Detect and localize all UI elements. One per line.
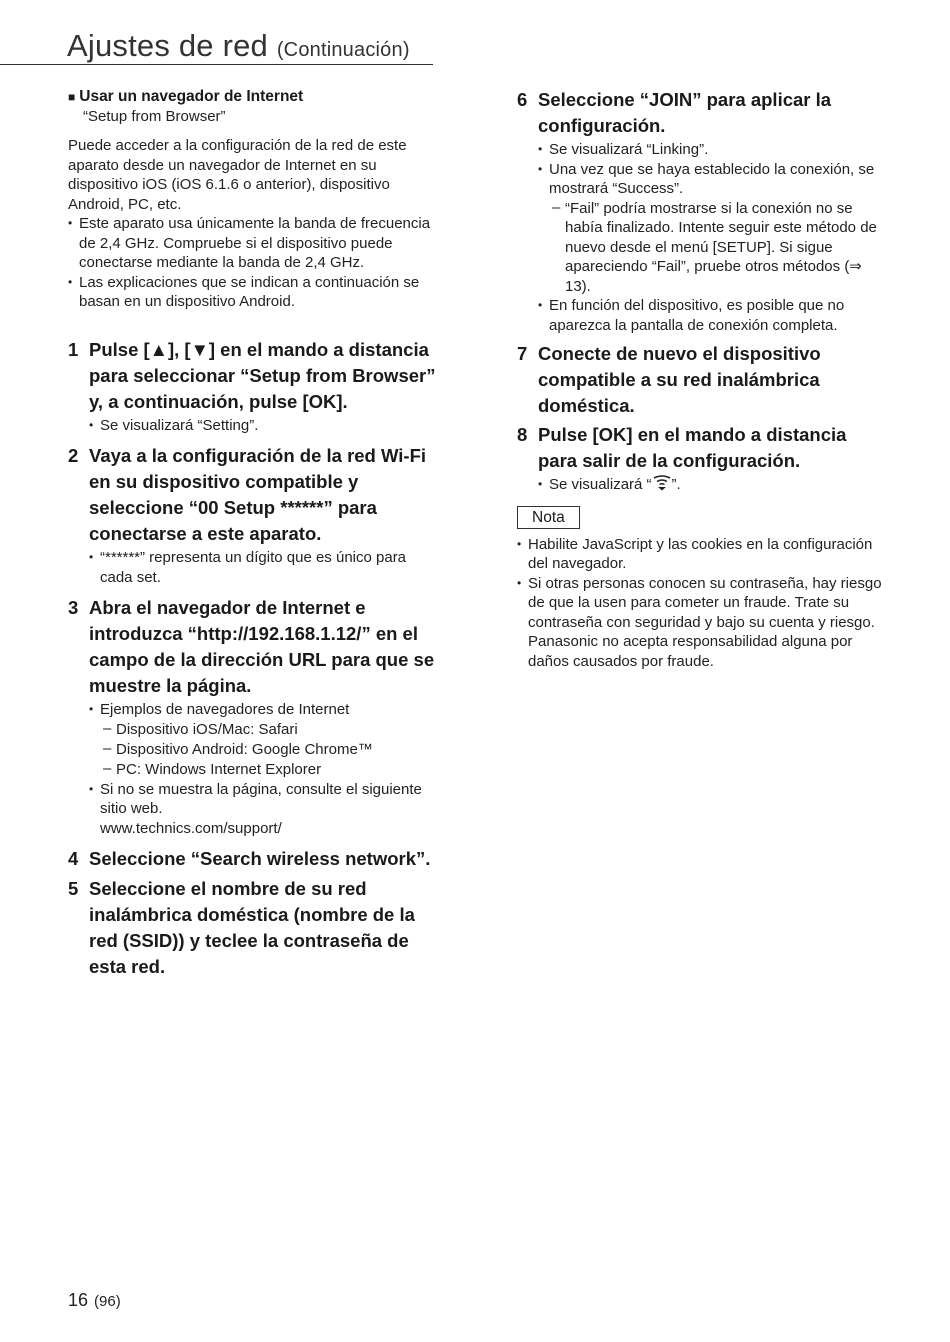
page-number-alt: (96) xyxy=(94,1293,121,1310)
step-note-text: ”. xyxy=(671,476,681,493)
step-number: 2 xyxy=(68,445,79,466)
nota-section xyxy=(517,506,887,672)
step-2 xyxy=(68,443,438,587)
page-header xyxy=(0,22,433,65)
browser-example: – PC: Windows Internet Explorer xyxy=(100,760,438,780)
nota-bullet: • Habilite JavaScript y las cookies en la configuración del navegador. xyxy=(517,535,887,574)
step-8 xyxy=(517,422,887,497)
nota-label: Nota xyxy=(517,506,580,529)
step-4 xyxy=(68,846,438,872)
step-note: • Una vez que se haya establecido la conexión, se mostrará “Success”. xyxy=(538,160,887,199)
step-note-text: Se visualizará “ xyxy=(549,476,652,493)
step-note: • Se visualizará “Linking”. xyxy=(538,140,887,160)
page-title xyxy=(67,28,410,64)
step-number: 7 xyxy=(517,343,528,364)
step-number: 5 xyxy=(68,878,79,899)
step-number: 4 xyxy=(68,848,79,869)
step-3 xyxy=(68,595,438,838)
step-7 xyxy=(517,341,887,419)
left-column xyxy=(68,87,438,980)
step-instruction: Seleccione “Search wireless network”. xyxy=(89,848,431,869)
step-note: • “******” representa un dígito que es único para cada set. xyxy=(89,548,438,587)
step-5 xyxy=(68,876,438,980)
page-number-value: 16 xyxy=(68,1290,89,1310)
step-note xyxy=(538,475,887,497)
step-instruction: Conecte de nuevo el dispositivo compatible a su red inalámbrica doméstica. xyxy=(538,343,821,416)
page-number xyxy=(68,1290,121,1311)
step-instruction: Abra el navegador de Internet e introduzca “http://192.168.1.12/” en el campo de la dirección URL para que se muestre la página. xyxy=(89,597,435,696)
step-note: • Se visualizará “Setting”. xyxy=(89,416,438,436)
wifi-signal-icon xyxy=(652,475,672,497)
step-number: 8 xyxy=(517,424,528,445)
step-1 xyxy=(68,337,438,436)
intro-paragraph: Puede acceder a la configuración de la red de este aparato desde un navegador de Internet en su dispositivo iOS (iOS 6.1.6 o anterior), dispositivo Android, PC, etc. xyxy=(68,137,407,213)
intro-bullet: • Las explicaciones que se indican a continuación se basan en un dispositivo Android. xyxy=(68,273,438,312)
page-title-text: Ajustes de red xyxy=(67,28,268,63)
step-number: 3 xyxy=(68,597,79,618)
step-instruction: Seleccione el nombre de su red inalámbrica doméstica (nombre de la red (SSID)) y teclee la contraseña de esta red. xyxy=(89,878,415,977)
section-heading xyxy=(68,87,438,107)
step-note: • Si no se muestra la página, consulte el siguiente sitio web. xyxy=(89,780,438,819)
support-url: www.technics.com/support/ xyxy=(100,819,282,837)
section-heading-text: Usar un navegador de Internet xyxy=(79,88,304,105)
browser-example: – Dispositivo iOS/Mac: Safari xyxy=(100,720,438,740)
right-column xyxy=(517,87,887,671)
nota-bullet: • Si otras personas conocen su contraseña, hay riesgo de que la usen para cometer un fraude. Trate su contraseña con seguridad y bajo su cuenta y riesgo. Panasonic no acepta responsabilidad alguna por daños causados por fraude. xyxy=(517,574,887,672)
step-note: • Ejemplos de navegadores de Internet xyxy=(89,700,438,720)
step-instruction: Pulse [▲], [▼] en el mando a distancia para seleccionar “Setup from Browser” y, a continuación, pulse [OK]. xyxy=(89,338,436,412)
step-number: 1 xyxy=(68,338,79,360)
section-subheading: “Setup from Browser” xyxy=(83,108,226,125)
browser-example: – Dispositivo Android: Google Chrome™ xyxy=(100,740,438,760)
step-instruction: Vaya a la configuración de la red Wi-Fi en su dispositivo compatible y seleccione “00 Setup ******” para conectarse a este aparato. xyxy=(89,445,427,544)
step-subnote: – “Fail” podría mostrarse si la conexión no se había finalizado. Intente seguir este método de nuevo desde el menú [SETUP]. Si sigue apareciendo “Fail”, pruebe otros métodos (⇒ 13). xyxy=(549,199,887,297)
step-note: • En función del dispositivo, es posible que no aparezca la pantalla de conexión completa. xyxy=(538,296,887,335)
intro-bullet: • Este aparato usa únicamente la banda de frecuencia de 2,4 GHz. Compruebe si el dispositivo puede conectarse mediante la banda de 2,4 GHz. xyxy=(68,214,438,273)
step-6 xyxy=(517,87,887,335)
step-number: 6 xyxy=(517,89,528,110)
step-instruction: Pulse [OK] en el mando a distancia para salir de la configuración. xyxy=(538,424,847,471)
square-bullet-icon: ■ xyxy=(68,90,76,104)
page-title-subtitle: (Continuación) xyxy=(276,39,410,61)
step-instruction: Seleccione “JOIN” para aplicar la configuración. xyxy=(538,89,832,136)
